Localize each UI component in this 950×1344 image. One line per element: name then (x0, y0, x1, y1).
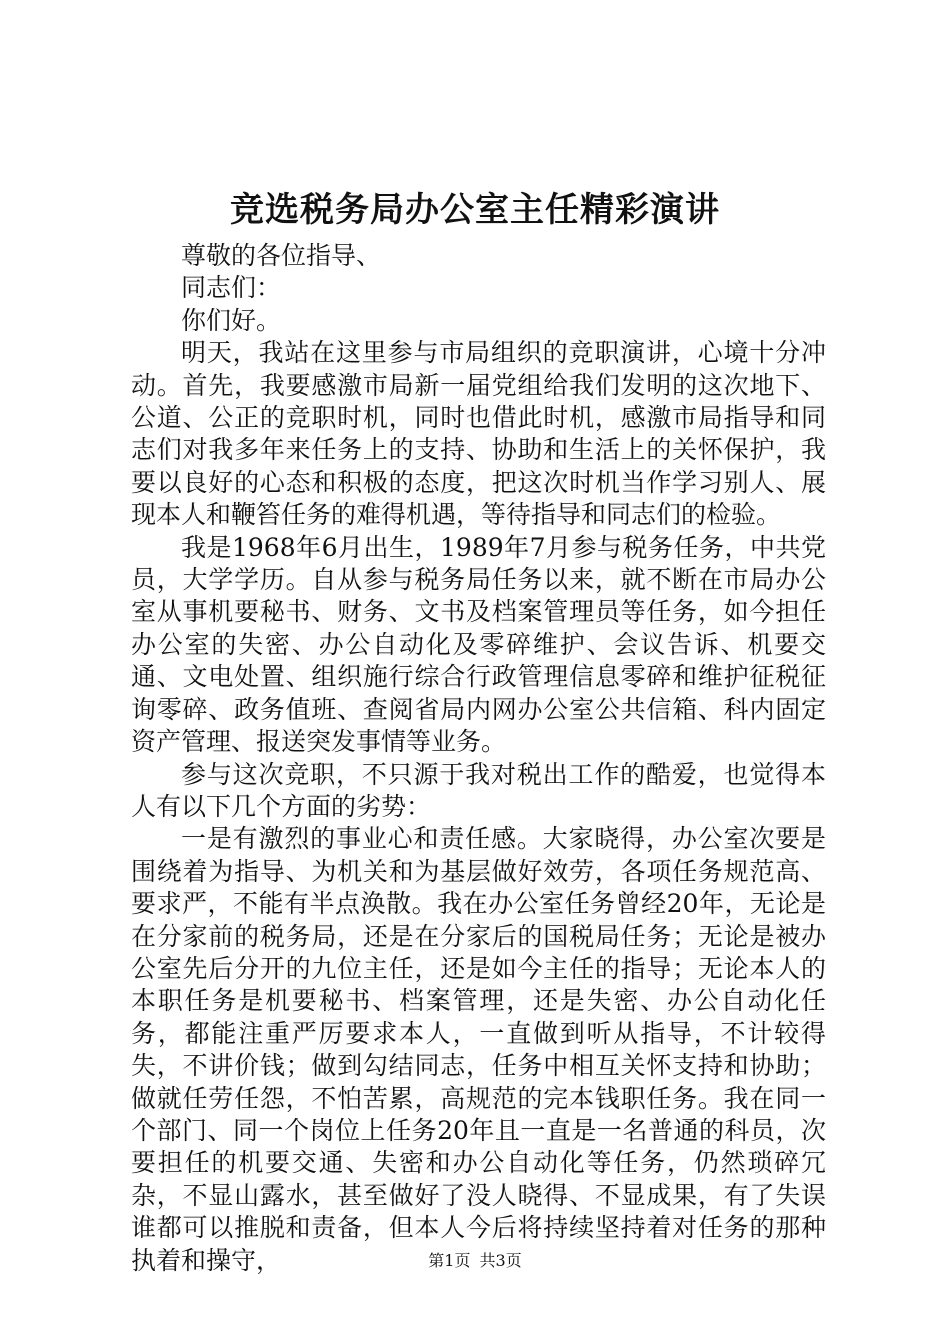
paragraph-advantages-lead: 参与这次竞职，不只源于我对税出工作的酷爱，也觉得本人有以下几个方面的劣势： (131, 759, 826, 821)
greeting-line: 你们好。 (181, 305, 282, 335)
document-title: 竞选税务局办公室主任精彩演讲 (230, 190, 720, 230)
page-number: 第1页 (428, 1251, 471, 1270)
salutation-line-2: 同志们： (181, 273, 282, 303)
paragraph-advantage-one: 一是有激烈的事业心和责任感。大家晓得，办公室次要是围绕着为指导、为机关和为基层做好效劳，各项任务规范高、要求严，不能有半点涣散。我在办公室任务曾经20年，无论是在分家前的税务局，还是在分家后的国税局任务；无论是被办公室先后分开的九位主任，还是如今主任的指导；无论本人的本职任务是机要秘书、档案管理，还是失密、办公自动化任务，都能注重严厉要求本人，一直做到听从指导，不计较得失，不讲价钱；做到勾结同志，任务中相互关怀支持和协助；做就任劳任怨，不怕苦累，高规范的完本钱职任务。我在同一个部门、同一个岗位上任务20年且一直是一名普通的科员，次要担任的机要交通、失密和办公自动化等任务，仍然琐碎冗杂，不显山露水，甚至做好了没人晓得、不显成果，有了失误谁都可以推脱和责备，但本人今后将持续坚持着对任务的那种执着和操守， (131, 824, 826, 1275)
document-body (131, 240, 826, 1277)
page-total: 共3页 (479, 1251, 522, 1270)
paragraph-intro: 明天，我站在这里参与市局组织的竞职演讲，心境十分冲动。首先，我要感激市局新一届党组给我们发明的这次地下、公道、公正的竞职时机，同时也借此时机，感激市局指导和同志们对我多年来任务上的支持、协助和生活上的关怀保护，我要以良好的心态和积极的态度，把这次时机当作学习别人、展现本人和鞭笞任务的难得机遇，等待指导和同志们的检验。 (131, 338, 826, 530)
paragraph-background: 我是1968年6月出生，1989年7月参与税务任务，中共党员，大学学历。自从参与税务局任务以来，就不断在市局办公室从事机要秘书、财务、文书及档案管理员等任务，如今担任办公室的失密、办公自动化及零碎维护、会议告诉、机要交通、文电处置、组织施行综合行政管理信息零碎和维护征税征询零碎、政务值班、查阅省局内网办公室公共信箱、科内固定资产管理、报送突发事情等业务。 (131, 532, 826, 757)
page-footer (0, 1250, 950, 1272)
salutation-line-1: 尊敬的各位指导、 (181, 241, 382, 270)
